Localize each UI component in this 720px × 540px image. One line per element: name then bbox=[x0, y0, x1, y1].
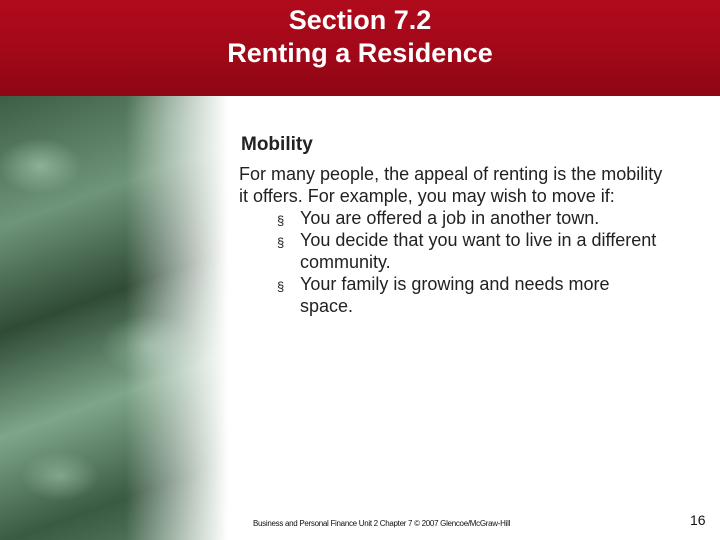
bullet-icon: § bbox=[277, 213, 285, 228]
bullet-item bbox=[243, 229, 660, 273]
bullet-text: You decide that you want to live in a different community. bbox=[300, 230, 657, 272]
slide-header bbox=[0, 0, 720, 96]
bullet-item bbox=[243, 273, 660, 317]
bullet-list bbox=[243, 207, 683, 317]
intro-paragraph: For many people, the appeal of renting is the mobility it offers. For example, you may wish to move if: bbox=[239, 164, 663, 206]
section-title: Section 7.2 bbox=[288, 5, 432, 35]
bullet-text: Your family is growing and needs more space. bbox=[300, 274, 610, 316]
bullet-icon: § bbox=[277, 235, 285, 250]
bullet-item bbox=[243, 207, 660, 229]
slide-title: Renting a Residence bbox=[227, 38, 493, 68]
bullet-icon: § bbox=[277, 279, 285, 294]
content-heading: Mobility bbox=[241, 134, 313, 155]
money-background-image bbox=[0, 96, 228, 540]
bullet-text: You are offered a job in another town. bbox=[300, 208, 600, 228]
footer-credit: Business and Personal Finance Unit 2 Chapter 7 © 2007 Glencoe/McGraw-Hill bbox=[253, 519, 511, 528]
page-number: 16 bbox=[690, 512, 706, 528]
slide-content bbox=[239, 134, 683, 317]
